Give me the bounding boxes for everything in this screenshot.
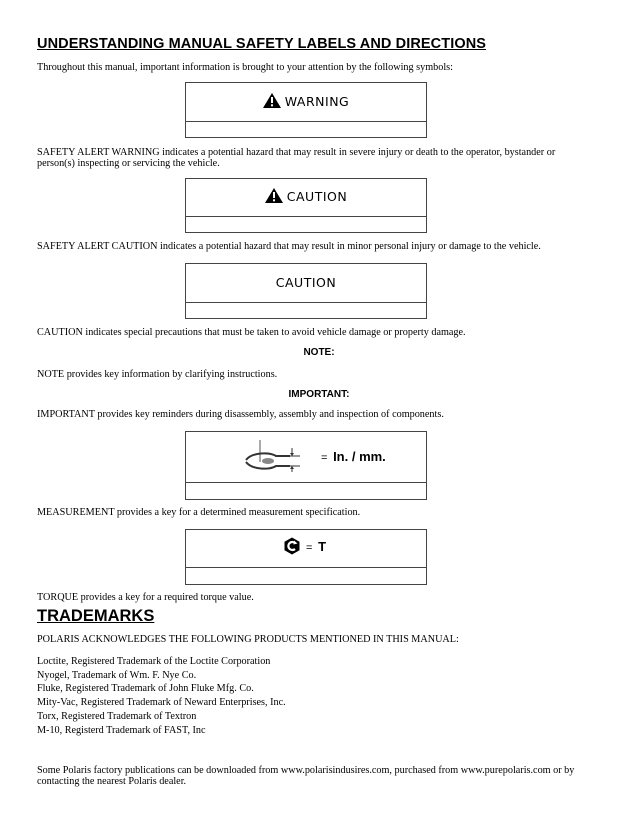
- torque-description: TORQUE provides a key for a required torque value.: [37, 592, 254, 603]
- measurement-label: [321, 449, 386, 464]
- caution-description: CAUTION indicates special precautions that must be taken to avoid vehicle damage or property damage.: [37, 327, 466, 338]
- important-description: IMPORTANT provides key reminders during disassembly, assembly and inspection of components.: [37, 409, 444, 420]
- trademarks-heading: TRADEMARKS: [37, 607, 155, 625]
- torque-label: [306, 539, 326, 554]
- caution-alert-label: [186, 188, 426, 204]
- warning-label-box: [185, 82, 427, 138]
- measurement-description: MEASUREMENT provides a key for a determined measurement specification.: [37, 507, 361, 518]
- list-item: Loctite, Registered Trademark of the Loctite Corporation: [37, 656, 271, 667]
- torque-label-text: T: [318, 539, 327, 554]
- measurement-label-box: [185, 431, 427, 500]
- note-label: NOTE:: [303, 347, 335, 358]
- warning-description: SAFETY ALERT WARNING indicates a potential hazard that may result in severe injury or death to the operator, bystander or person(s) inspecting or servicing the vehicle.: [37, 147, 556, 169]
- trademarks-intro: POLARIS ACKNOWLEDGES THE FOLLOWING PRODUCTS MENTIONED IN THIS MANUAL:: [37, 634, 459, 645]
- caution-label-box: [185, 263, 427, 319]
- list-item: Torx, Registered Trademark of Textron: [37, 710, 197, 722]
- divider: [186, 121, 426, 122]
- important-label: IMPORTANT:: [288, 389, 350, 400]
- caution-alert-label-box: [185, 178, 427, 233]
- footer-text: Some Polaris factory publications can be downloaded from www.polarisindusires.com, purchased from www.purepolaris.com or by contacting the nearest Polaris dealer.: [37, 765, 575, 787]
- equals-sign: =: [321, 452, 328, 464]
- list-item: Fluke, Registered Trademark of John Fluke Mfg. Co.: [37, 683, 254, 695]
- list-item: M-10, Registerd Trademark of FAST, Inc: [37, 724, 206, 736]
- warning-triangle-icon: [265, 188, 283, 203]
- divider: [186, 302, 426, 303]
- divider: [186, 567, 426, 568]
- caution-alert-description: SAFETY ALERT CAUTION indicates a potential hazard that may result in minor personal injury or damage to the vehicle.: [37, 241, 541, 252]
- intro-text: Throughout this manual, important information is brought to your attention by the following symbols:: [37, 62, 453, 73]
- trademark-list: [37, 655, 286, 737]
- page-title: UNDERSTANDING MANUAL SAFETY LABELS AND DIRECTIONS: [37, 36, 487, 52]
- divider: [186, 482, 426, 483]
- caution-alert-label-text: CAUTION: [286, 189, 348, 204]
- equals-sign: =: [306, 542, 313, 554]
- warning-label: [186, 93, 426, 109]
- torque-wrench-icon: [283, 537, 301, 555]
- divider: [186, 216, 426, 217]
- warning-triangle-icon: [263, 93, 281, 108]
- list-item: Nyogel, Trademark of Wm. F. Nye Co.: [37, 669, 197, 681]
- warning-label-text: WARNING: [284, 94, 350, 109]
- measurement-label-text: In. / mm.: [333, 449, 386, 464]
- torque-label-box: [185, 529, 427, 585]
- note-description: NOTE provides key information by clarifying instructions.: [37, 369, 278, 380]
- list-item: Mity-Vac, Registered Trademark of Neward Enterprises, Inc.: [37, 697, 286, 709]
- caliper-icon: [242, 438, 304, 472]
- caution-label: CAUTION: [275, 275, 337, 290]
